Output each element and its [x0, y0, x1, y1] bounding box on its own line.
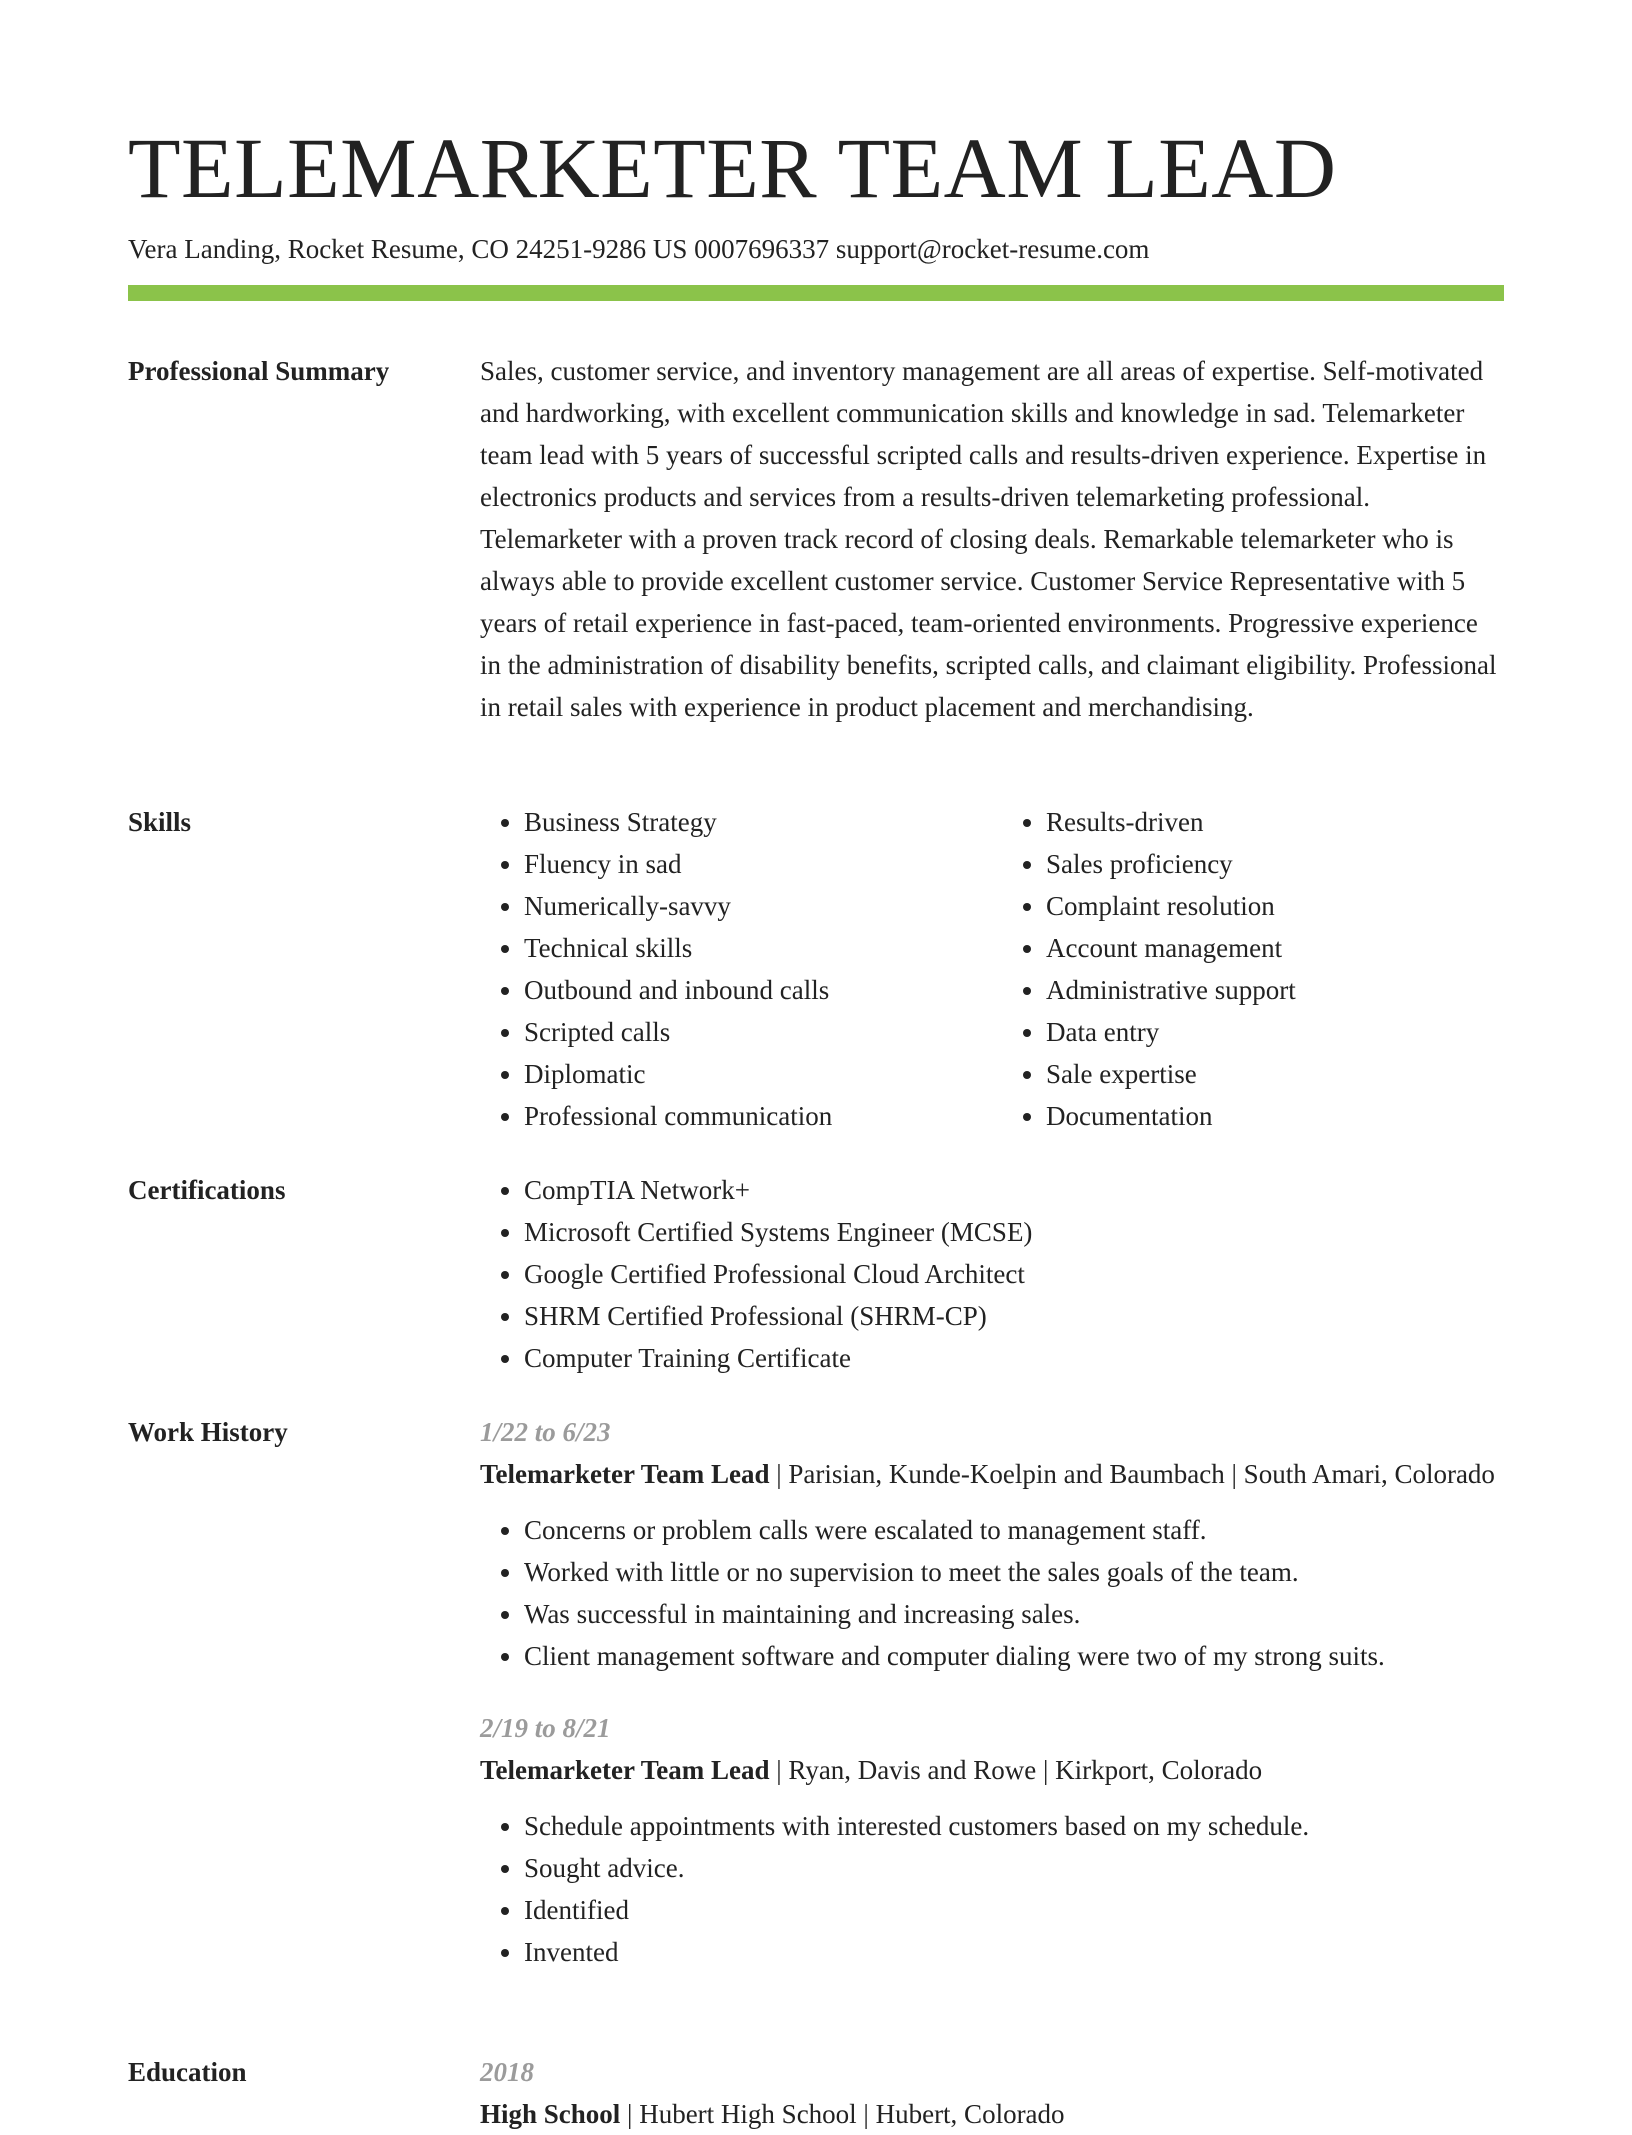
skills-heading: Skills [128, 807, 192, 837]
education-body [480, 2051, 1504, 2135]
certification-item: • CompTIA Network+ [524, 1169, 1504, 1211]
skill-item: • Sales proficiency [1046, 843, 1504, 885]
skill-item: • Numerically-savvy [524, 885, 982, 927]
job-heading [480, 1453, 1504, 1495]
skill-item: • Account management [1046, 927, 1504, 969]
skills-list-right [1002, 801, 1504, 1137]
job-entry [480, 1411, 1504, 1677]
summary-body [480, 350, 1504, 728]
job-dates: 2/19 to 8/21 [480, 1713, 611, 1743]
education-heading: Education [128, 2057, 247, 2087]
job-bullet: • Invented [524, 1931, 1504, 1973]
skill-item: • Sale expertise [1046, 1053, 1504, 1095]
work-history-heading: Work History [128, 1417, 288, 1447]
certification-item: • SHRM Certified Professional (SHRM-CP) [524, 1295, 1504, 1337]
certification-item: • Computer Training Certificate [524, 1337, 1504, 1379]
summary-text: Sales, customer service, and inventory management are all areas of expertise. Self-motivated and hardworking, with excellent communication skills and knowledge in sad. Telemarketer team lead with 5 years of successful scripted calls and results-driven experience. Expertise in electronics products and services from a results-driven telemarketing professional. Telemarketer with a proven track record of closing deals. Remarkable telemarketer who is always able to provide excellent customer service. Customer Service Representative with 5 years of retail experience in fast-paced, team-oriented environments. Progressive experience in the administration of disability benefits, scripted calls, and claimant eligibility. Professional in retail sales with experience in product placement and merchandising. [480, 356, 1497, 722]
skill-item: • Administrative support [1046, 969, 1504, 1011]
education-heading-line [480, 2093, 1504, 2135]
certifications-section [128, 1169, 1504, 1389]
job-bullet: • Schedule appointments with interested customers based on my schedule. [524, 1805, 1504, 1847]
skill-item: • Fluency in sad [524, 843, 982, 885]
job-bullet: • Identified [524, 1889, 1504, 1931]
skill-item: • Documentation [1046, 1095, 1504, 1137]
job-dates: 1/22 to 6/23 [480, 1417, 611, 1447]
skills-list-left [480, 801, 982, 1137]
job-bullet: • Sought advice. [524, 1847, 1504, 1889]
skills-section [128, 801, 1504, 1141]
education-degree: High School [480, 2099, 621, 2129]
skill-item: • Technical skills [524, 927, 982, 969]
job-details: | Ryan, Davis and Rowe | Kirkport, Colorado [769, 1755, 1263, 1785]
education-details: | Hubert High School | Hubert, Colorado [620, 2099, 1065, 2129]
skills-body [480, 801, 1504, 1137]
job-heading [480, 1749, 1504, 1791]
job-details: | Parisian, Kunde-Koelpin and Baumbach | South Amari, Colorado [769, 1459, 1495, 1489]
education-section [128, 2051, 1504, 2129]
skill-item: • Professional communication [524, 1095, 982, 1137]
summary-heading: Professional Summary [128, 356, 390, 386]
job-title: Telemarketer Team Lead [480, 1459, 770, 1489]
education-dates: 2018 [480, 2057, 534, 2087]
certifications-body [480, 1169, 1504, 1379]
summary-section [128, 350, 1504, 770]
accent-rule [128, 285, 1504, 301]
job-title: Telemarketer Team Lead [480, 1755, 770, 1785]
skill-item: • Data entry [1046, 1011, 1504, 1053]
job-bullet: • Was successful in maintaining and increasing sales. [524, 1593, 1504, 1635]
skill-item: • Complaint resolution [1046, 885, 1504, 927]
job-bullets [480, 1509, 1504, 1677]
job-entry [480, 1707, 1504, 1973]
job-bullet: • Client management software and computer dialing were two of my strong suits. [524, 1635, 1504, 1677]
work-history-section [128, 1411, 1504, 2031]
certification-item: • Google Certified Professional Cloud Architect [524, 1253, 1504, 1295]
skill-item: • Business Strategy [524, 801, 982, 843]
contact-line: Vera Landing, Rocket Resume, CO 24251-9286 US 0007696337 support@rocket-resume.com [128, 234, 1150, 264]
skill-item: • Scripted calls [524, 1011, 982, 1053]
skill-item: • Outbound and inbound calls [524, 969, 982, 1011]
job-bullet: • Worked with little or no supervision to meet the sales goals of the team. [524, 1551, 1504, 1593]
certifications-list [480, 1169, 1504, 1379]
certifications-heading: Certifications [128, 1175, 286, 1205]
skill-item: • Results-driven [1046, 801, 1504, 843]
job-bullets [480, 1805, 1504, 1973]
job-bullet: • Concerns or problem calls were escalated to management staff. [524, 1509, 1504, 1551]
work-history-body [480, 1411, 1504, 1973]
certification-item: • Microsoft Certified Systems Engineer (MCSE) [524, 1211, 1504, 1253]
resume-title: TELEMARKETER TEAM LEAD [128, 120, 1337, 216]
skill-item: • Diplomatic [524, 1053, 982, 1095]
